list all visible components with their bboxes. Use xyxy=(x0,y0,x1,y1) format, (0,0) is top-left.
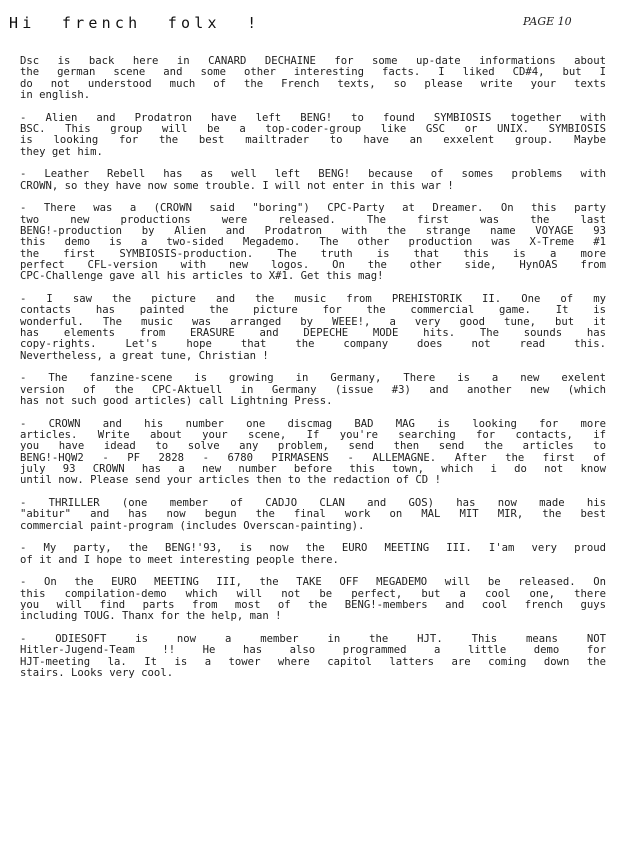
text-line: copy-rights. Let's hope that the company does not read this. xyxy=(20,339,606,351)
text-line: - ODIESOFT is now a member in the HJT. This means NOT xyxy=(20,634,606,646)
text-line: this demo is a two-sided Megademo. The other production was X-Treme #1 xyxy=(20,237,606,249)
text-line: has not such good articles) call Lightning Press. xyxy=(20,395,333,407)
paragraph xyxy=(20,543,606,566)
text-line: the first SYMBIOSIS-production. The truth is that this is a more xyxy=(20,248,606,260)
text-line: articles. Write about your scene, If you're searching for contacts, if xyxy=(20,430,606,442)
text-line: you will find parts from most of the BENG!-members and cool french guys xyxy=(20,600,606,612)
paragraph xyxy=(20,169,606,192)
text-line: of it and I hope to meet interesting people there. xyxy=(20,554,339,566)
text-line: you have idead to solve any problem, send then send the articles to xyxy=(20,441,606,453)
text-line: they get him. xyxy=(20,146,103,158)
text-line: - The fanzine-scene is growing in Germany, There is a new exelent xyxy=(20,373,606,385)
article-body xyxy=(20,56,606,691)
text-line: - CROWN and his number one discmag BAD MAG is looking for more xyxy=(20,418,606,430)
paragraph xyxy=(20,373,606,407)
text-line: in english. xyxy=(20,89,91,101)
text-line: including TOUG. Thanx for the help, man ! xyxy=(20,611,282,623)
paragraph xyxy=(20,634,606,679)
text-line: is looking for the best mailtrader to have an exxelent group. Maybe xyxy=(20,135,606,147)
text-line: Dsc is back here in CANARD DECHAINE for some up-date informations about xyxy=(20,56,606,67)
page-number: PAGE 10 xyxy=(523,15,572,28)
paragraph xyxy=(20,498,606,532)
text-line: - My party, the BENG!'93, is now the EURO MEETING III. I'am very proud xyxy=(20,543,606,555)
text-line: two new productions were released. The first was the last xyxy=(20,214,606,226)
text-line: BENG!-production by Alien and Prodatron with the strange name VOYAGE 93 xyxy=(20,226,606,238)
text-line: - I saw the picture and the music from PREHISTORIK II. One of my xyxy=(20,294,606,306)
paragraph xyxy=(20,113,606,158)
text-line: do not understood much of the French texts, so please write your texts xyxy=(20,78,606,90)
text-line: this compilation-demo which will not be perfect, but a cool one, there xyxy=(20,588,606,600)
text-line: BSC. This group will be a top-coder-group like GSC or UNIX. SYMBIOSIS xyxy=(20,123,606,135)
paragraph xyxy=(20,56,606,101)
text-line: wonderful. The music was arranged by WEEE!, a very good tune, but it xyxy=(20,316,606,328)
paragraph xyxy=(20,419,606,487)
text-line: until now. Please send your articles then to the redaction of CD ! xyxy=(20,475,441,487)
text-line: "abitur" and has now begun the final work on MAL MIT MIR, the best xyxy=(20,509,606,521)
text-line: Hitler-Jugend-Team !! He has also programmed a little demo for xyxy=(20,645,606,657)
text-line: the german scene and some other interesting facts. I liked CD#4, but I xyxy=(20,67,606,79)
page-title: Hi french folx ! xyxy=(9,14,261,32)
text-line: Nevertheless, a great tune, Christian ! xyxy=(20,350,269,362)
text-line: - On the EURO MEETING III, the TAKE OFF MEGADEMO will be released. On xyxy=(20,577,606,589)
text-line: contacts has painted the picture for the commercial game. It is xyxy=(20,305,606,317)
text-line: HJT-meeting la. It is a tower where capitol latters are coming down the xyxy=(20,656,606,668)
text-line: commercial paint-program (includes Overscan-painting). xyxy=(20,520,365,532)
text-line: - There was a (CROWN said "boring") CPC-Party at Dreamer. On this party xyxy=(20,203,606,215)
text-line: has elements from ERASURE and DEPECHE MODE hits. The sounds has xyxy=(20,327,606,339)
text-line: - Alien and Prodatron have left BENG! to found SYMBIOSIS together with xyxy=(20,112,606,124)
paragraph xyxy=(20,294,606,362)
text-line: stairs. Looks very cool. xyxy=(20,668,174,680)
paragraph xyxy=(20,203,606,282)
text-line: - Leather Rebell has as well left BENG! because of somes problems with xyxy=(20,169,606,181)
text-line: CROWN, so they have now some trouble. I will not enter in this war ! xyxy=(20,180,454,192)
text-line: version of the CPC-Aktuell in Germany (issue #3) and another new (which xyxy=(20,384,606,396)
text-line: - THRILLER (one member of CADJO CLAN and GOS) has now made his xyxy=(20,498,606,509)
text-line: BENG!-HQW2 - PF 2828 - 6780 PIRMASENS - ALLEMAGNE. After the first of xyxy=(20,452,606,464)
text-line: perfect CFL-version with new logos. On the other side, HynOAS from xyxy=(20,259,606,271)
text-line: CPC-Challenge gave all his articles to X#1. Get this mag! xyxy=(20,271,384,283)
text-line: july 93 CROWN has a new number before this town, which i do not know xyxy=(20,463,606,475)
paragraph xyxy=(20,577,606,622)
